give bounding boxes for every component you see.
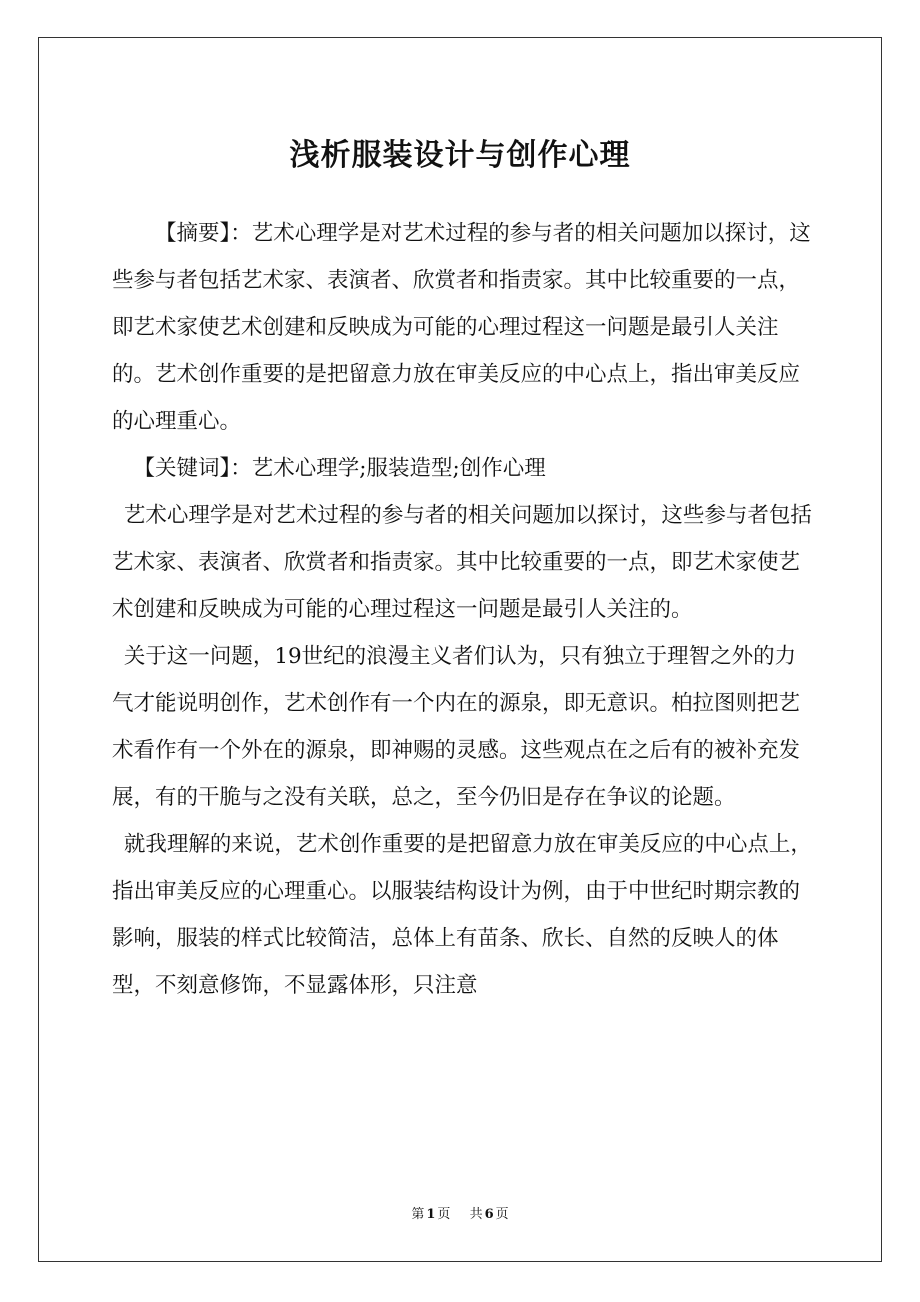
document-body [112,210,812,1009]
abstract-paragraph [112,210,812,445]
abstract-label: 【摘要】： [155,221,252,246]
keywords-label: 【关键词】： [133,456,252,481]
keywords-text: 艺术心理学;服装造型;创作心理 [251,456,546,481]
document-title: 浅析服装设计与创作心理 [289,138,631,174]
total-indicator [470,1207,509,1222]
total-prefix: 共 [469,1207,483,1222]
total-unit: 页 [495,1207,509,1222]
page-current: 1 [426,1207,436,1222]
abstract-text: 艺术心理学是对艺术过程的参与者的相关问题加以探讨，这些参与者包括艺术家、表演者、欣赏者和指责家。其中比较重要的一点，即艺术家使艺术创建和反映成为可能的心理过程这一问题是最引人关注的。艺术创作重要的是把留意力放在审美反应的中心点上，指出审美反应的心理重心。 [112,221,811,434]
body-paragraph-3: 就我理解的来说，艺术创作重要的是把留意力放在审美反应的中心点上，指出审美反应的心理重心。以服装结构设计为例，由于中世纪时期宗教的影响，服装的样式比较简洁，总体上有苗条、欣长、自然的反映人的体型，不刻意修饰，不显露体形，只注意 [112,832,812,998]
body-paragraph-2: 关于这一问题，19世纪的浪漫主义者们认为，只有独立于理智之外的力气才能说明创作，艺术创作有一个内在的源泉，即无意识。柏拉图则把艺术看作有一个外在的源泉，即神赐的灵感。这些观点在之后有的被补充发展，有的干脆与之没有关联，总之，至今仍旧是存在争议的论题。 [112,644,801,810]
page-prefix: 第 [411,1207,425,1222]
page-footer [0,1205,920,1225]
page-indicator [411,1207,450,1222]
page-unit: 页 [437,1207,451,1222]
body-paragraph-1: 艺术心理学是对艺术过程的参与者的相关问题加以探讨，这些参与者包括艺术家、表演者、欣赏者和指责家。其中比较重要的一点，即艺术家使艺术创建和反映成为可能的心理过程这一问题是最引人关注的。 [112,503,812,622]
page-total: 6 [484,1207,494,1222]
keywords-paragraph [112,445,812,492]
